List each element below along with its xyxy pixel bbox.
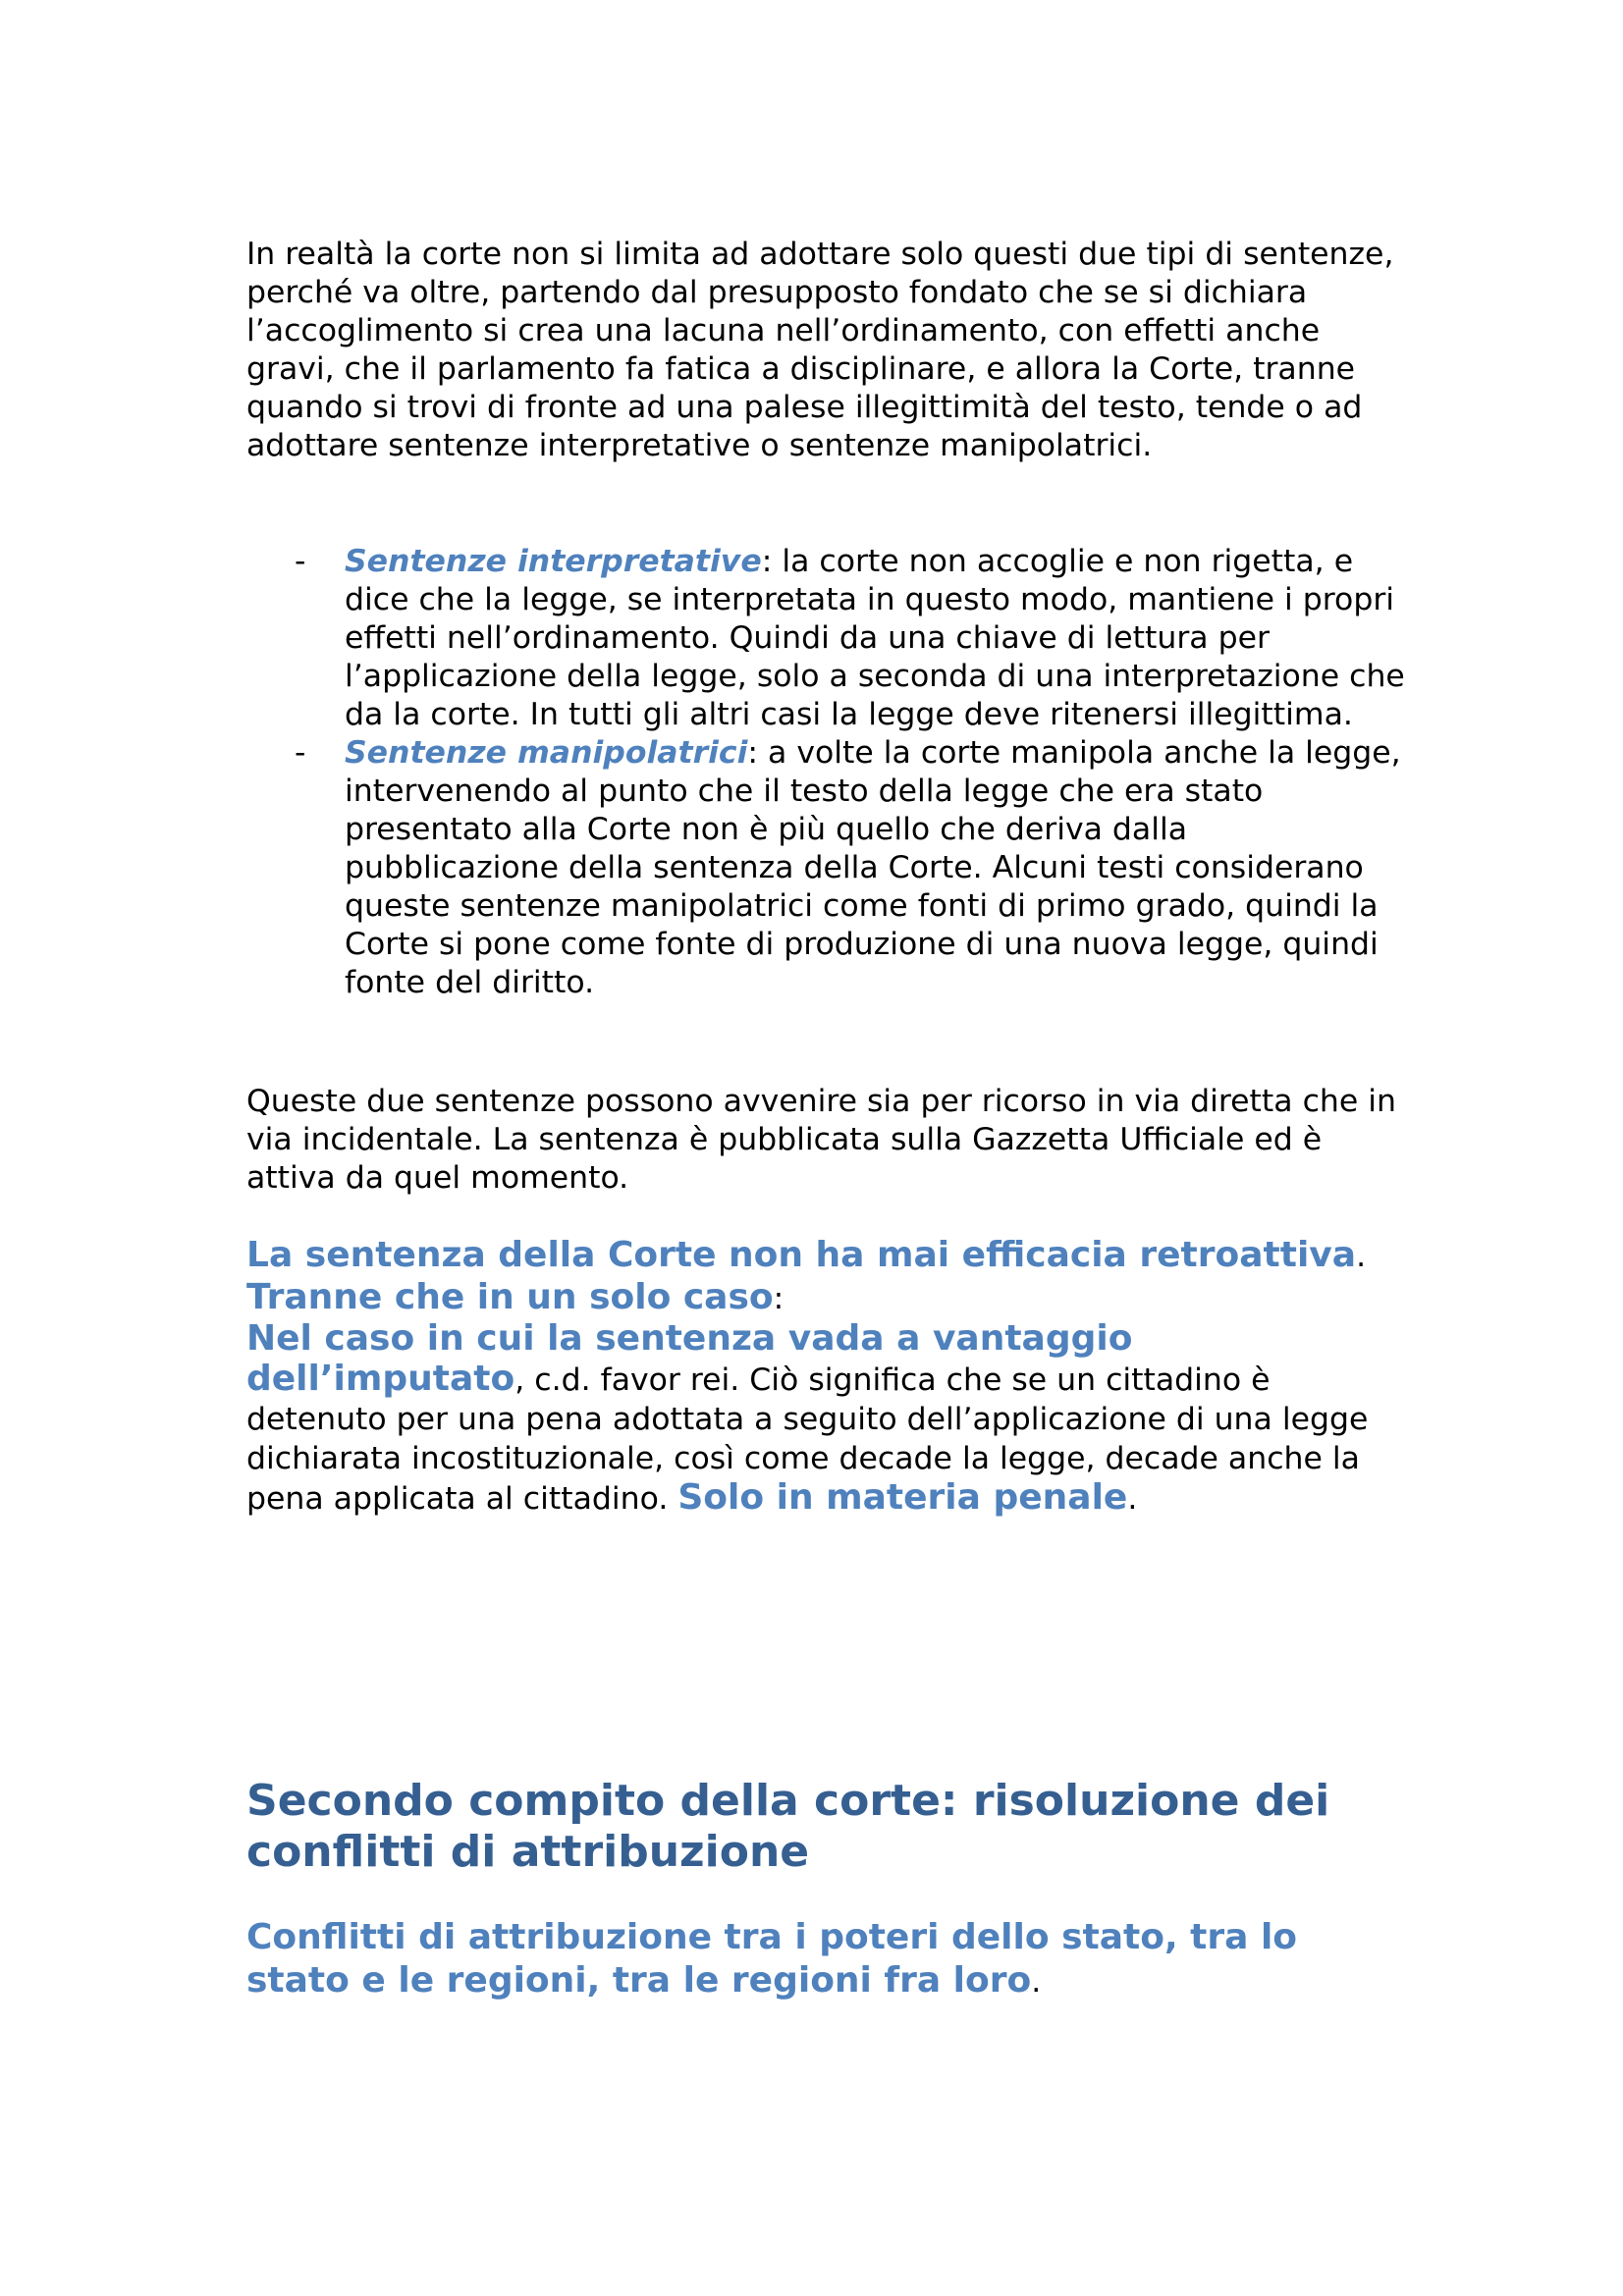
callout-favor-imputato: Nel caso in cui la sentenza vada a vantaggio dell’imputato [246, 1318, 1133, 1399]
callout-exception: Tranne che in un solo caso [246, 1277, 774, 1317]
callout-line-2: Tranne che in un solo caso: [246, 1277, 784, 1317]
list-item-manipolatrici [246, 734, 1405, 1002]
direct-incidental-paragraph: Queste due sentenze possono avvenire sia per ricorso in via diretta che in via incidentale. La sentenza è pubblicata sulla Gazzetta Ufficiale ed è attiva da quel momento. [246, 1084, 1396, 1196]
sentence-types-list [246, 543, 1405, 1002]
callout-line-1: La sentenza della Corte non ha mai efficacia retroattiva. [246, 1235, 1367, 1275]
retroactivity-callout [246, 1235, 1405, 1519]
conflicts-description: Conflitti di attribuzione tra i poteri dello stato, tra lo stato e le regioni, tra le regioni fra loro [246, 1917, 1298, 2001]
section-subheading: Conflitti di attribuzione tra i poteri dello stato, tra lo stato e le regioni, tra le regioni fra loro. [246, 1917, 1298, 2001]
definition-manipolatrici: : a volte la corte manipola anche la legge, intervenendo al punto che il testo della legge che era stato presentato alla Corte non è più quello che deriva dalla pubblicazione della sentenza della Corte. Alcuni testi considerano queste sentenze manipolatrici come fonti di primo grado, quindi la Corte si pone come fonte di produzione di una nuova legge, quindi fonte del diritto. [345, 735, 1401, 1000]
callout-favor-rei: Nel caso in cui la sentenza vada a vantaggio dell’imputato, c.d. favor rei. Ciò significa che se un cittadino è detenuto per una pena adottata a seguito dell’applicazione di una legge dichiarata incostituzionale, così come decade la legge, decade anche la pena applicata al cittadino. Solo in materia penale. [246, 1318, 1369, 1518]
bullet-dash: - [295, 735, 306, 771]
list-item-interpretative [246, 543, 1405, 734]
term-interpretative: Sentenze interpretative [345, 544, 762, 579]
definition-interpretative: : la corte non accoglie e non rigetta, e dice che la legge, se interpretata in questo modo, mantiene i propri effetti nell’ordinamento. Quindi da una chiave di lettura per l’applicazione della legge, solo a seconda di una interpretazione che da la corte. In tutti gli altri casi la legge deve ritenersi illegittima. [345, 544, 1405, 732]
section-heading: Secondo compito della corte: risoluzione dei conflitti di attribuzione [246, 1776, 1330, 1877]
bullet-dash: - [295, 544, 306, 579]
term-manipolatrici: Sentenze manipolatrici [345, 735, 748, 771]
callout-favor-rei-text: , c.d. favor rei. Ciò significa che se un cittadino è detenuto per una pena adottata a seguito dell’applicazione di una legge dichiarata incostituzionale, così come decade la legge, decade anche la pena applicata al cittadino. [246, 1362, 1369, 1517]
callout-no-retroactive: La sentenza della Corte non ha mai efficacia retroattiva [246, 1235, 1357, 1275]
intro-paragraph: In realtà la corte non si limita ad adottare solo questi due tipi di sentenze, perché va oltre, partendo dal presupposto fondato che se si dichiara l’accoglimento si crea una lacuna nell’ordinamento, con effetti anche gravi, che il parlamento fa fatica a disciplinare, e allora la Corte, tranne quando si trovi di fronte ad una palese illegittimità del testo, tende o ad adottare sentenze interpretative o sentenze manipolatrici. [246, 237, 1394, 463]
callout-materia-penale: Solo in materia penale [677, 1477, 1128, 1518]
